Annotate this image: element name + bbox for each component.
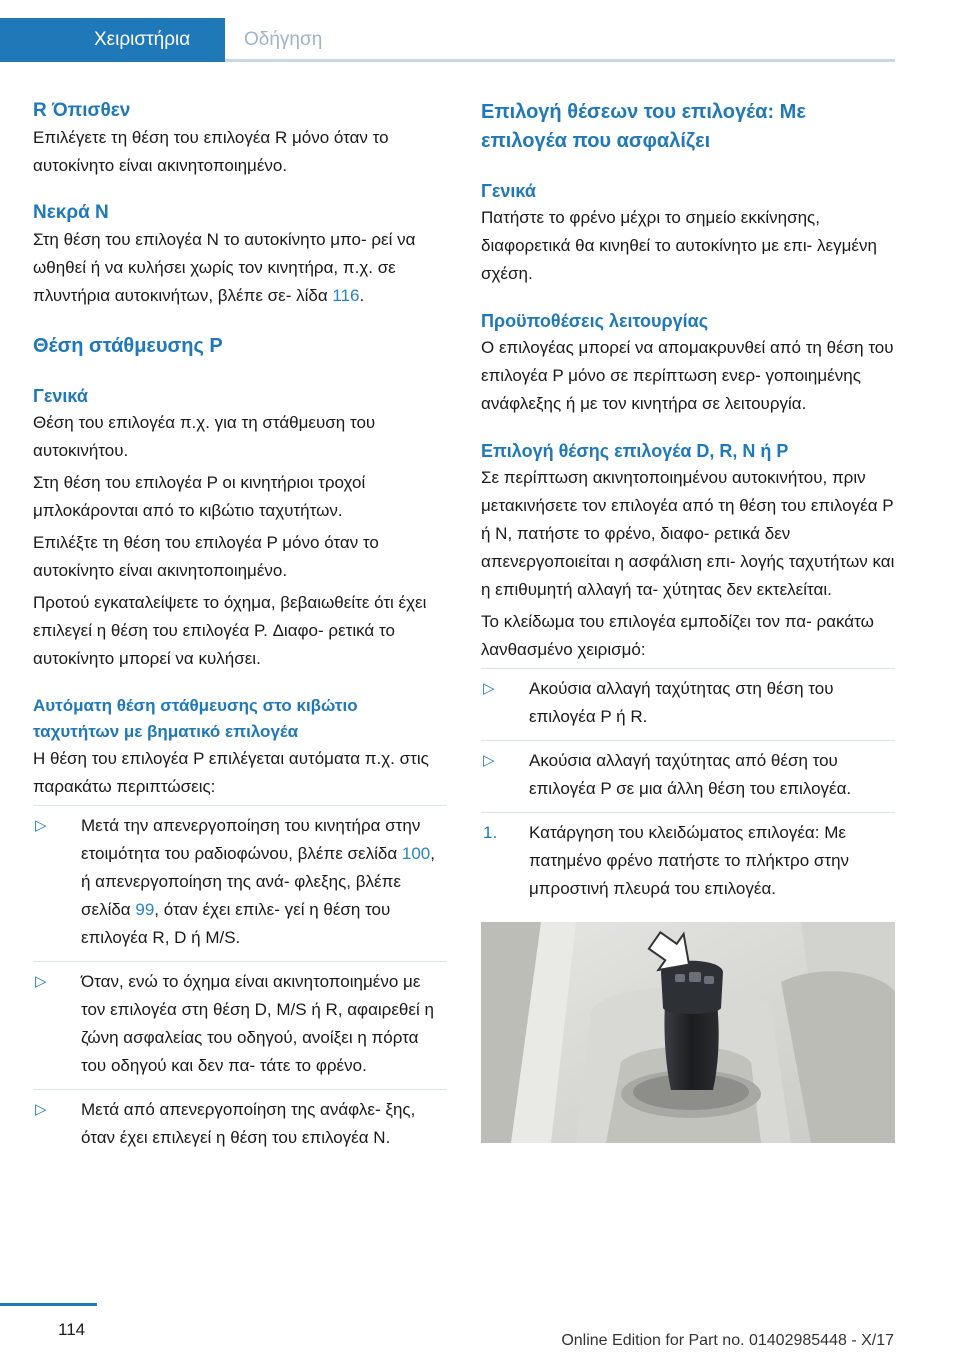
triangle-bullet-icon: ▷ xyxy=(35,1101,47,1118)
triangle-bullet-icon: ▷ xyxy=(483,752,495,769)
selector-general-text: Πατήστε το φρένο μέχρι το σημείο εκκίνησης, διαφορετικά θα κινηθεί το αυτοκίνητο με επι‐ λεγμένη σχέση. xyxy=(481,208,877,283)
list-item: ▷ Ακούσια αλλαγή ταχύτητας από θέση του επιλογέα P σε μια άλλη θέση του επιλογέα. xyxy=(481,741,895,813)
left-column xyxy=(33,98,447,1161)
tab-controls[interactable]: Χειριστήρια xyxy=(0,18,225,62)
auto-park-list xyxy=(33,805,447,1161)
neutral-text: Στη θέση του επιλογέα N το αυτοκίνητο μπο‐ ρεί να ωθηθεί ή να κυλήσει χωρίς τον κινητήρα, π.χ. σε πλυντήρια αυτοκινήτων, βλέπε σε‐ λίδα 116. xyxy=(33,230,416,305)
select-position-p1: Σε περίπτωση ακινητοποιημένου αυτοκινήτου, πριν μετακινήσετε τον επιλογέα από τη θέση του επιλογέα P ή N, πατήστε το φρένο, διαφο‐ ρετικά δεν απενεργοποιείται η ασφάλιση επι‐ λογής ταχυτήτων και η επιθυμητή αλλαγή τα‐ χύτητας δεν εκτελείται. xyxy=(481,468,895,599)
step-number: 1. xyxy=(483,823,498,842)
list-item: ▷ Μετά από απενεργοποίηση της ανάφλε‐ ξης, όταν έχει επιλεγεί η θέση του επιλογέα N. xyxy=(33,1090,447,1161)
reverse-text: Επιλέγετε τη θέση του επιλογέα R μόνο όταν το αυτοκίνητο είναι ακινητοποιημένο. xyxy=(33,128,389,175)
section-title-neutral: Νεκρά N xyxy=(33,202,109,223)
park-general-p4: Προτού εγκαταλείψετε το όχημα, βεβαιωθείτε ότι έχει επιλεγεί η θέση του επιλογέα P. Διαφο‐ ρετικά το αυτοκίνητο μπορεί να κυλήσει. xyxy=(33,593,427,668)
triangle-bullet-icon: ▷ xyxy=(35,817,47,834)
auto-park-intro: Η θέση του επιλογέα P επιλέγεται αυτόματα π.χ. στις παρακάτω περιπτώσεις: xyxy=(33,749,429,796)
gear-selector-illustration xyxy=(481,922,895,1143)
gear-selector-photo xyxy=(481,922,895,1143)
triangle-bullet-icon: ▷ xyxy=(483,680,495,697)
lock-list xyxy=(481,668,895,912)
page-link-116[interactable]: 116 xyxy=(332,286,360,305)
list-item: ▷ Ακούσια αλλαγή ταχύτητας στη θέση του επιλογέα P ή R. xyxy=(481,669,895,741)
subsection-title-general: Γενικά xyxy=(481,181,536,201)
list-item: ▷ Μετά την απενεργοποίηση του κινητήρα στην ετοιμότητα του ραδιοφώνου, βλέπε σελίδα 100, ή απενεργοποίηση της ανά‐ φλεξης, βλέπε σελίδα 99, όταν έχει επιλε‐ γεί η θέση του επιλογέα R, D ή M/S. xyxy=(33,806,447,962)
list-item: 1. Κατάργηση του κλειδώματος επιλογέα: Με πατημένο φρένο πατήστε το πλήκτρο στην μπροστινή πλευρά του επιλογέα. xyxy=(481,813,895,912)
right-column xyxy=(481,98,895,912)
page-header xyxy=(0,0,960,62)
subsection-title-auto-park: Αυτόματη θέση στάθμευσης στο κιβώτιο ταχυτήτων με βηματικό επιλογέα xyxy=(33,696,358,741)
footer-divider xyxy=(0,1303,97,1306)
park-general-p2: Στη θέση του επιλογέα P οι κινητήριοι τροχοί μπλοκάρονται από το κιβώτιο ταχυτήτων. xyxy=(33,473,366,520)
header-divider xyxy=(225,59,895,62)
subsection-title-select-position: Επιλογή θέσης επιλογέα D, R, N ή P xyxy=(481,441,789,461)
park-general-p3: Επιλέξτε τη θέση του επιλογέα P μόνο όταν το αυτοκίνητο είναι ακινητοποιημένο. xyxy=(33,533,379,580)
prerequisites-text: Ο επιλογέας μπορεί να απομακρυνθεί από τη θέση του επιλογέα P μόνο σε περίπτωση ενερ‐ γοποιημένης ανάφλεξης ή με τον κινητήρα σε λειτουργία. xyxy=(481,338,894,413)
section-title-reverse: R Όπισθεν xyxy=(33,100,131,121)
subsection-title-general: Γενικά xyxy=(33,386,88,406)
select-position-p2: Το κλείδωμα του επιλογέα εμποδίζει τον πα‐ ρακάτω λανθασμένο χειρισμό: xyxy=(481,612,874,659)
page-link-100[interactable]: 100 xyxy=(401,844,431,863)
page-link-99[interactable]: 99 xyxy=(135,900,155,919)
section-title-park: Θέση στάθμευσης P xyxy=(33,335,223,357)
page-number: 114 xyxy=(58,1320,86,1339)
section-title-selector: Επιλογή θέσεων του επιλογέα: Με επιλογέα που ασφαλίζει xyxy=(481,101,806,152)
subsection-title-prerequisites: Προϋποθέσεις λειτουργίας xyxy=(481,311,709,331)
edition-note: Online Edition for Part no. 01402985448 - X/17 xyxy=(561,1332,894,1349)
list-item: ▷ Όταν, ενώ το όχημα είναι ακινητοποιημένο με τον επιλογέα στη θέση D, M/S ή R, αφαιρεθεί η ζώνη ασφαλείας του οδηγού, ανοίξει η πόρτα του οδηγού και δεν πα‐ τάτε το φρένο. xyxy=(33,962,447,1090)
tab-driving[interactable]: Οδήγηση xyxy=(244,29,323,50)
triangle-bullet-icon: ▷ xyxy=(35,973,47,990)
park-general-p1: Θέση του επιλογέα π.χ. για τη στάθμευση του αυτοκινήτου. xyxy=(33,413,376,460)
